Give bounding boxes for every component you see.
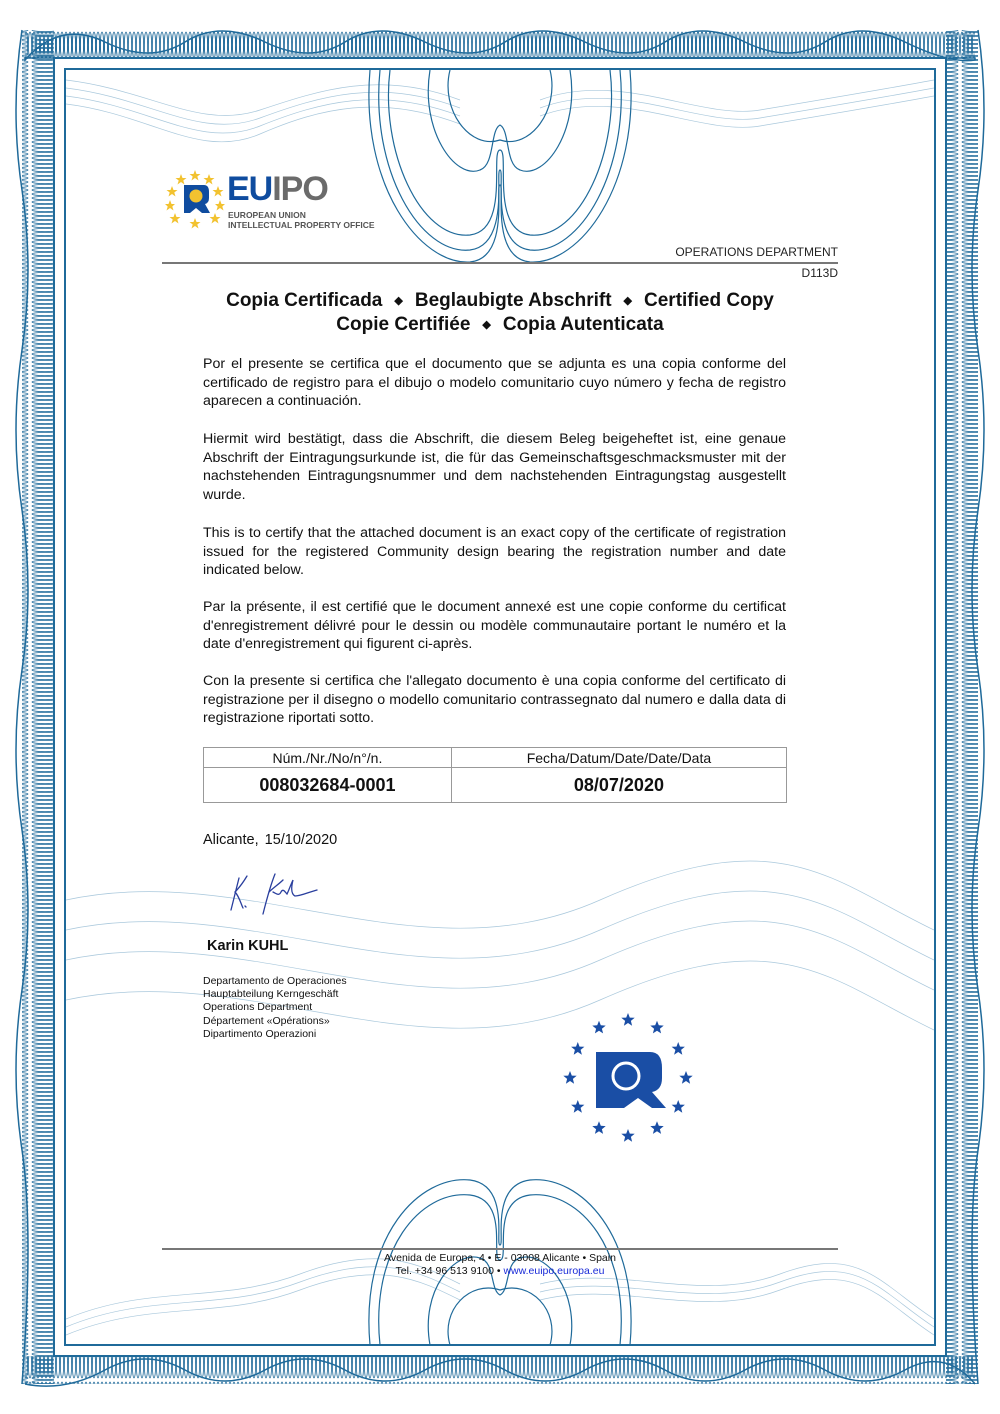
euipo-r-star-icon xyxy=(165,168,225,230)
footer-phone: Tel. +34 96 513 9100 • xyxy=(395,1265,501,1277)
footer-divider xyxy=(162,1248,838,1250)
department-line-fr: Département «Opérations» xyxy=(203,1014,330,1027)
logo-ipo: IPO xyxy=(272,170,328,208)
paragraph-it: Con la presente si certifica che l'allegato documento è una copia conforme del certificato di registrazione per il disegno o modello comunitario contrassegnato dal numero e dalla data di registrazione riportati sotto. xyxy=(203,673,786,726)
header-date: Fecha/Datum/Date/Date/Data xyxy=(451,748,786,768)
document-code: D113D xyxy=(801,266,838,280)
department-line-de: Hauptabteilung Kerngeschäft xyxy=(203,988,339,1001)
issuance-place: Alicante, xyxy=(203,832,259,848)
department-line-en: Operations Department xyxy=(203,1001,313,1014)
title-line-1 xyxy=(150,289,850,313)
seal-star-icon xyxy=(592,1021,605,1034)
diamond-separator-icon: ◆ xyxy=(482,319,491,331)
department-line-it: Dipartimento Operazioni xyxy=(203,1027,317,1040)
document-title xyxy=(150,289,850,337)
registration-date: 08/07/2020 xyxy=(451,768,786,803)
table-row xyxy=(204,768,787,803)
seal-star-icon xyxy=(621,1129,634,1142)
title-it: Copia Autenticata xyxy=(502,314,664,335)
title-de: Beglaubigte Abschrift xyxy=(414,290,612,311)
euipo-logo xyxy=(165,168,375,232)
registration-number: 008032684-0001 xyxy=(204,768,452,803)
seal-star-icon xyxy=(592,1121,605,1134)
department-line-es: Departamento de Operaciones xyxy=(203,975,347,987)
logo-sub-line1: EUROPEAN UNION xyxy=(228,210,306,220)
seal-star-icon xyxy=(650,1121,663,1134)
signatory-name: Karin KUHL xyxy=(207,938,289,954)
header-number: Núm./Nr./No/n°/n. xyxy=(204,748,452,768)
footer-contact xyxy=(150,1265,850,1278)
issuance-date: 15/10/2020 xyxy=(264,832,338,848)
logo-subtitle xyxy=(228,210,375,230)
logo-wordmark xyxy=(227,172,328,206)
seal-star-icon xyxy=(621,1013,634,1026)
paragraph-en: This is to certify that the attached document is an exact copy of the certificate of registration issued for the registered Community design bearing the registration number and date indicated below. xyxy=(203,525,786,578)
euipo-seal-icon xyxy=(562,1008,694,1144)
diamond-separator-icon: ◆ xyxy=(623,295,633,307)
footer xyxy=(150,1252,850,1278)
title-es: Copia Certificada xyxy=(226,290,383,311)
signatory-department xyxy=(203,975,347,1041)
diamond-separator-icon: ◆ xyxy=(394,295,403,307)
paragraph-es: Por el presente se certifica que el documento que se adjunta es una copia conforme del certificado de registro para el dibujo o modelo comunitario cuyo número y fecha de registro aparecen a continuación. xyxy=(203,356,786,409)
logo-eu: EU xyxy=(227,170,273,208)
seal-star-icon xyxy=(672,1100,685,1113)
header-divider xyxy=(162,262,838,264)
paragraph-de: Hiermit wird bestätigt, dass die Abschrift, die diesem Beleg beigeheftet ist, eine genaue Abschrift der Eintragungsurkunde ist, die für das Gemeinschaftsgeschmacksmuster mit der nachstehenden Eintragungsnummer und dem nachstehenden Eintragungstag ausgestellt wurde. xyxy=(203,431,786,503)
registration-table xyxy=(203,747,787,803)
seal-star-icon xyxy=(672,1042,685,1055)
issuance-place-date xyxy=(203,832,337,848)
seal-star-icon xyxy=(571,1042,584,1055)
paragraph-fr: Par la présente, il est certifié que le document annexé est une copie conforme du certificat d'enregistrement délivré pour le dessin ou modèle communautaire portant le numéro et la date d'enregistrement qui figurent ci-après. xyxy=(203,599,786,652)
title-fr: Copie Certifiée xyxy=(336,314,471,335)
website-link[interactable]: www.euipo.europa.eu xyxy=(503,1265,605,1277)
footer-address: Avenida de Europa, 4 • E - 03008 Alicante • Spain xyxy=(384,1252,616,1264)
department-header: OPERATIONS DEPARTMENT xyxy=(675,245,838,259)
table-header-row xyxy=(204,748,787,768)
seal-star-icon xyxy=(571,1100,584,1113)
logo-sub-line2: INTELLECTUAL PROPERTY OFFICE xyxy=(228,220,375,230)
seal-star-icon xyxy=(563,1071,576,1084)
seal-star-icon xyxy=(650,1021,663,1034)
title-en: Certified Copy xyxy=(644,290,774,311)
handwritten-signature xyxy=(225,870,335,920)
title-line-2 xyxy=(150,313,850,337)
seal-star-icon xyxy=(679,1071,692,1084)
